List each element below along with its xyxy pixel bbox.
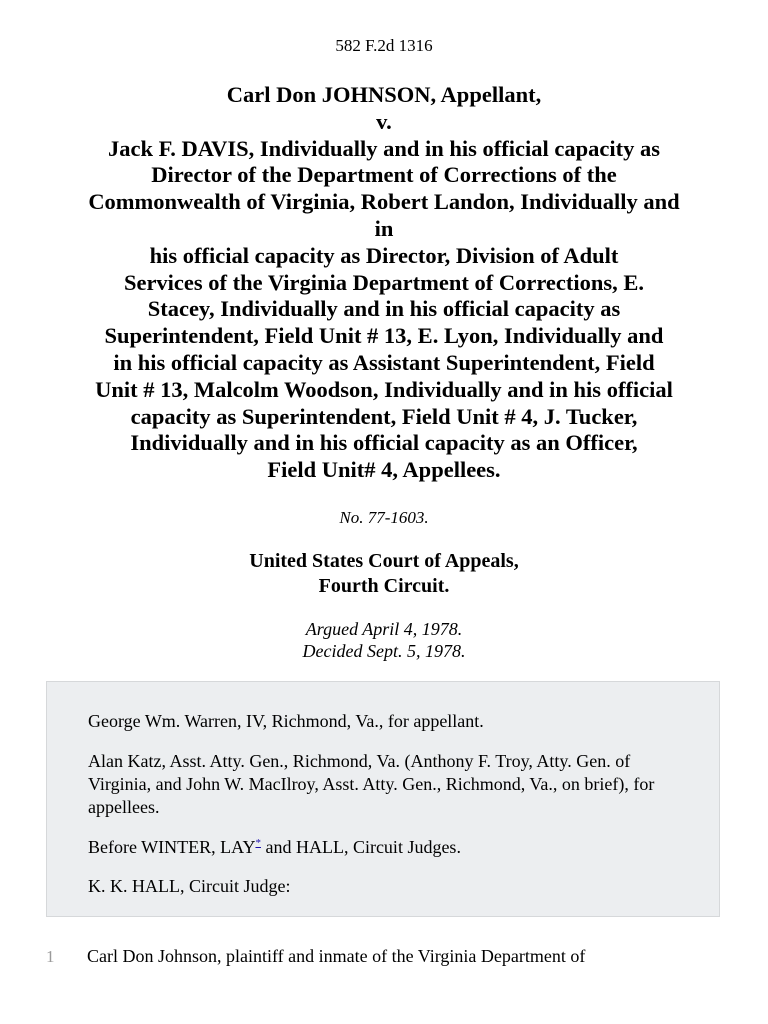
case-title	[40, 82, 728, 484]
paragraph-number: 1	[46, 947, 55, 966]
decided-date: Decided Sept. 5, 1978.	[302, 641, 466, 661]
title-line: v.	[376, 108, 392, 134]
court-circuit-line: Fourth Circuit.	[318, 575, 450, 597]
title-line: Unit # 13, Malcolm Woodson, Individually and in his official	[95, 376, 673, 402]
appellees-counsel: Alan Katz, Asst. Atty. Gen., Richmond, Va. (Anthony F. Troy, Atty. Gen. of Virginia, and John W. MacIlroy, Asst. Atty. Gen., Richmond, Va., on brief), for appellees.	[88, 751, 655, 817]
title-line: Commonwealth of Virginia, Robert Landon, Individually and	[88, 189, 680, 215]
title-line: Director of the Department of Corrections of the	[151, 162, 617, 188]
argued-date: Argued April 4, 1978.	[305, 619, 463, 639]
title-line: Carl Don JOHNSON, Appellant,	[226, 82, 542, 107]
title-line: Individually and in his official capacity as an Officer,	[130, 430, 638, 456]
title-line: Jack F. DAVIS, Individually and in his official capacity as	[107, 135, 660, 161]
footnote-link[interactable]: *	[255, 837, 261, 849]
title-line: Field Unit# 4, Appellees.	[267, 457, 501, 483]
appellant-counsel: George Wm. Warren, IV, Richmond, Va., for appellant.	[88, 711, 484, 731]
judges-panel	[88, 836, 688, 859]
case-dates	[0, 618, 768, 662]
title-line: Superintendent, Field Unit # 13, E. Lyon, Individually and	[104, 323, 664, 349]
court-name-line: United States Court of Appeals,	[249, 550, 519, 572]
title-line: Services of the Virginia Department of Corrections, E.	[123, 269, 645, 295]
title-line: in his official capacity as Assistant Superintendent, Field	[113, 349, 655, 375]
paragraph-text: Carl Don Johnson, plaintiff and inmate of the Virginia Department of	[87, 946, 586, 966]
title-line: capacity as Superintendent, Field Unit # 4, J. Tucker,	[130, 403, 638, 429]
panel-after-text: and HALL, Circuit Judges.	[260, 837, 461, 857]
case-citation: 582 F.2d 1316	[335, 36, 433, 55]
docket-number: No. 77-1603.	[339, 508, 429, 527]
opinion-author: K. K. HALL, Circuit Judge:	[88, 876, 291, 896]
title-line: Stacey, Individually and in his official capacity as	[147, 296, 621, 322]
case-info-panel	[46, 681, 720, 917]
court-name	[0, 549, 768, 599]
panel-before-text: Before WINTER, LAY	[88, 837, 256, 857]
title-line: in	[374, 215, 394, 241]
title-line: his official capacity as Director, Division of Adult	[149, 242, 619, 268]
